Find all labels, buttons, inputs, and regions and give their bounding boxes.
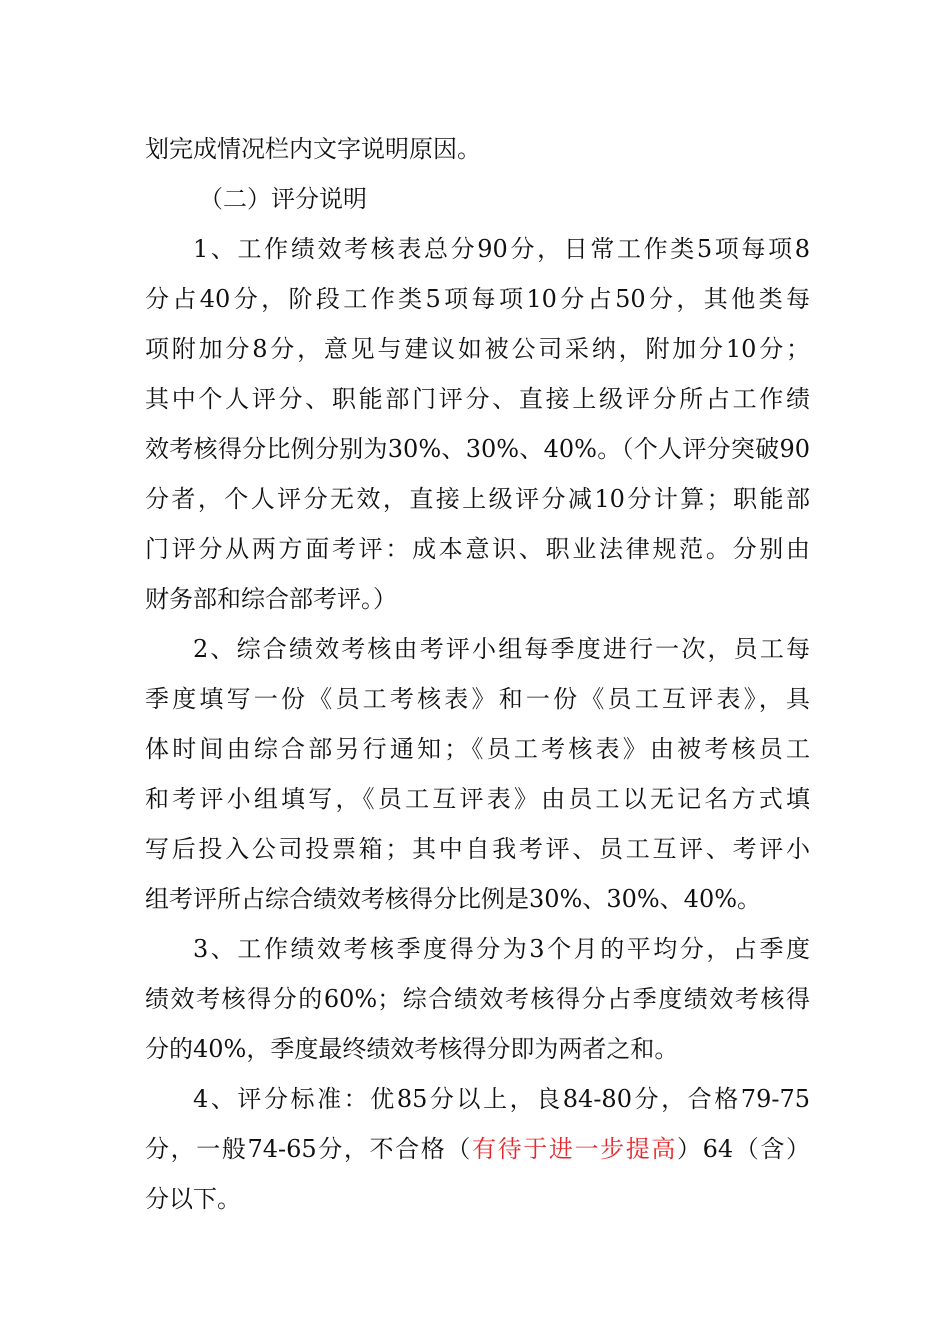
paragraph-3-line: 3、工作绩效考核季度得分为3个月的平均分，占季度 — [193, 935, 810, 963]
grading-text: 分，一般74-65分，不合格（ — [145, 1135, 473, 1163]
highlighted-text: 有待于进一步提高 — [472, 1135, 677, 1163]
paragraph-1-line: 其中个人评分、职能部门评分、直接上级评分所占工作绩 — [145, 385, 810, 413]
paragraph-1-line: 效考核得分比例分别为30%、30%、40%。（个人评分突破90 — [145, 435, 810, 463]
paragraph-1-line: 财务部和综合部考评。） — [145, 585, 397, 613]
paragraph-2-line: 季度填写一份《员工考核表》和一份《员工互评表》，具 — [145, 685, 810, 713]
section-heading: （二）评分说明 — [199, 185, 367, 213]
grading-text: ）64（含） — [676, 1135, 811, 1163]
paragraph-2-line: 和考评小组填写，《员工互评表》由员工以无记名方式填 — [145, 785, 810, 813]
paragraph-2-line: 2、综合绩效考核由考评小组每季度进行一次，员工每 — [193, 635, 810, 663]
paragraph-3-line: 分的40%，季度最终绩效考核得分即为两者之和。 — [145, 1035, 679, 1063]
paragraph-2-line: 组考评所占综合绩效考核得分比例是30%、30%、40%。 — [145, 885, 762, 913]
paragraph-1-line: 分占40分，阶段工作类5项每项10分占50分，其他类每 — [145, 285, 810, 313]
paragraph-2-line: 写后投入公司投票箱；其中自我考评、员工互评、考评小 — [145, 835, 810, 863]
paragraph-1-line: 门评分从两方面考评：成本意识、职业法律规范。分别由 — [145, 535, 810, 563]
paragraph-4-line: 分以下。 — [145, 1185, 241, 1213]
paragraph-1-line: 1、工作绩效考核表总分90分，日常工作类5项每项8 — [193, 235, 810, 263]
text-line: 划完成情况栏内文字说明原因。 — [145, 135, 481, 163]
paragraph-4-line: 4、评分标准：优85分以上，良84-80分，合格79-75 — [193, 1085, 810, 1113]
paragraph-2-line: 体时间由综合部另行通知；《员工考核表》由被考核员工 — [145, 735, 810, 763]
paragraph-4-line — [145, 1124, 810, 1174]
paragraph-1-line: 分者，个人评分无效，直接上级评分减10分计算；职能部 — [145, 485, 810, 513]
paragraph-1-line: 项附加分8分，意见与建议如被公司采纳，附加分10分； — [145, 335, 810, 363]
paragraph-3-line: 绩效考核得分的60%；综合绩效考核得分占季度绩效考核得 — [145, 985, 810, 1013]
